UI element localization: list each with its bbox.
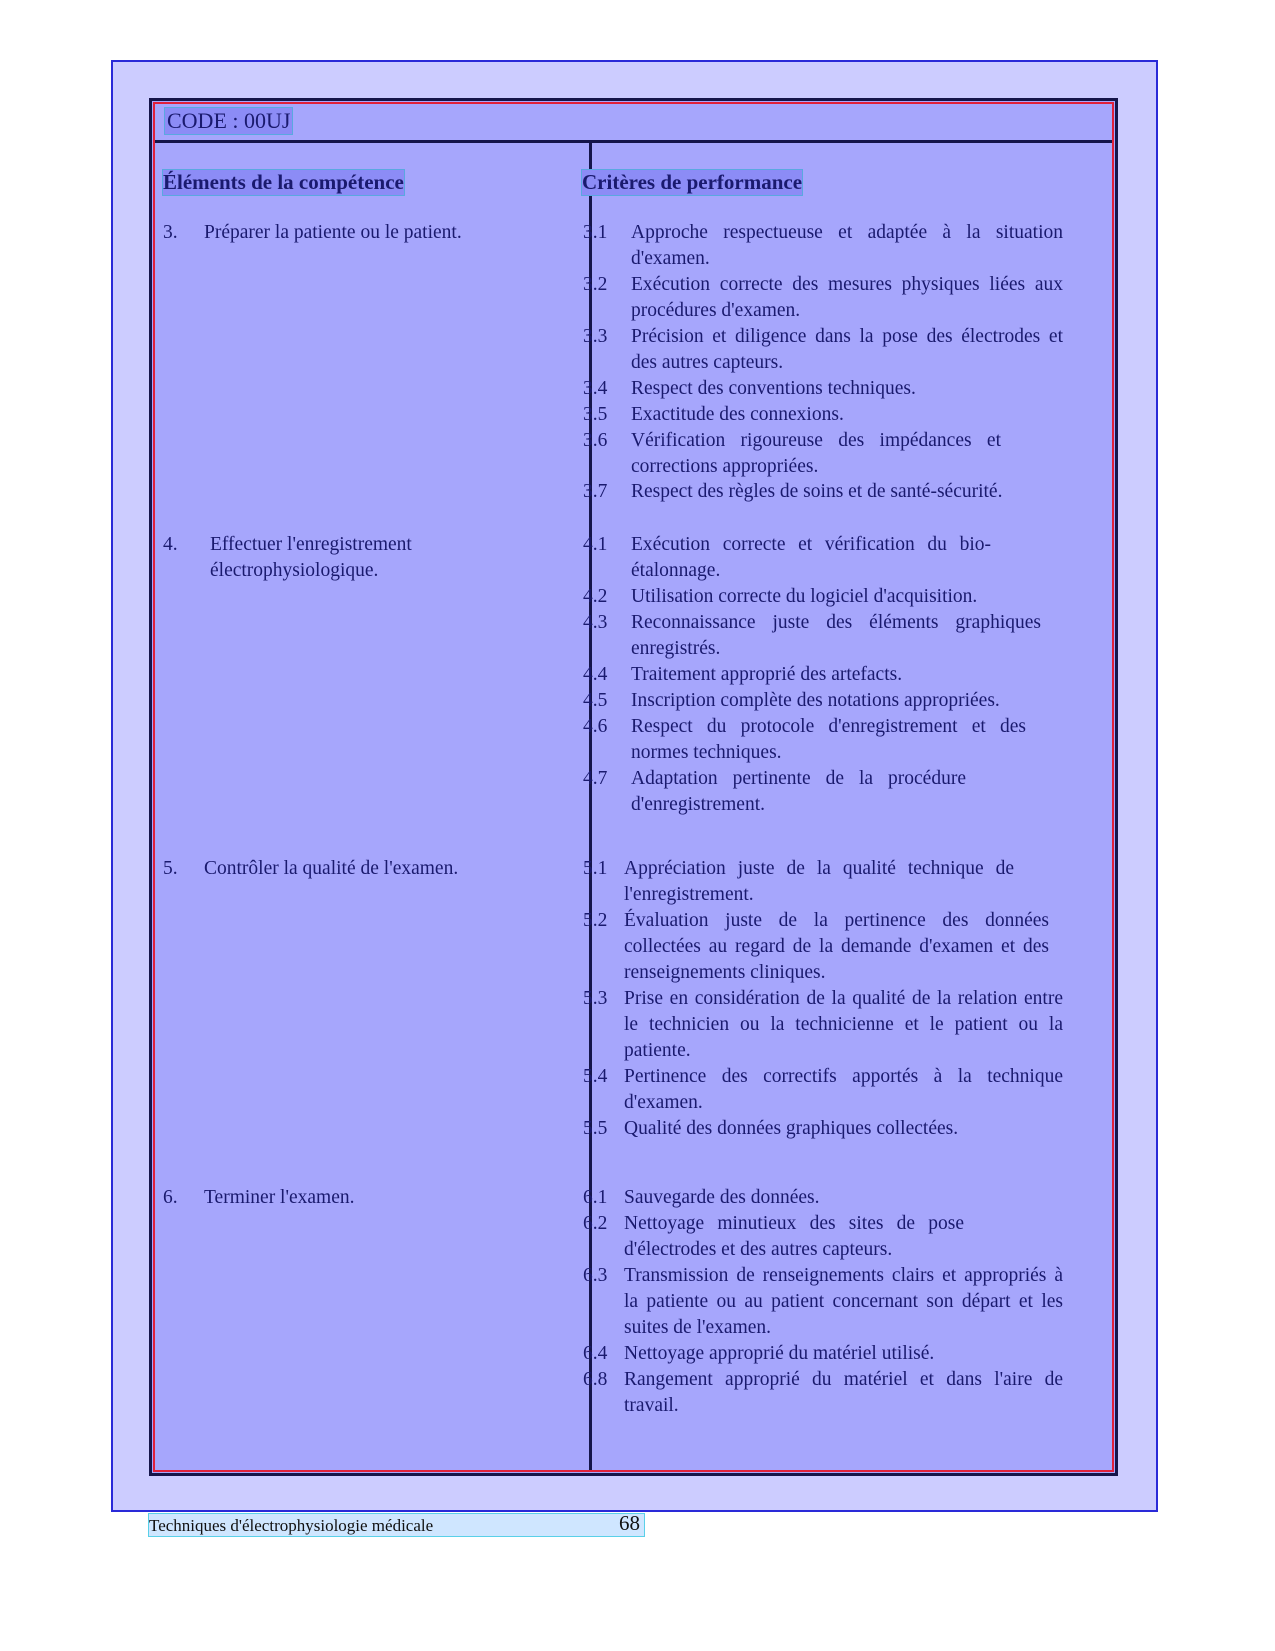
criterion-text: Évaluation juste de la pertinence des données collectées au regard de la demande d'examen et des renseignements cliniques. xyxy=(624,910,1049,983)
criterion-item xyxy=(583,856,1063,908)
criterion-text: Reconnaissance juste des éléments graphiques enregistrés. xyxy=(631,612,1041,659)
criterion-item xyxy=(583,766,1063,818)
criterion-text: Utilisation correcte du logiciel d'acquisition. xyxy=(631,586,978,607)
element-text: Effectuer l'enregistrement électrophysiologique. xyxy=(210,534,412,581)
criterion-number: 5.3 xyxy=(583,988,608,1009)
criterion-text: Précision et diligence dans la pose des électrodes et des autres capteurs. xyxy=(631,326,1063,373)
criterion-text: Prise en considération de la qualité de la relation entre le technicien ou la technicienne et le patient ou la patiente. xyxy=(624,988,1063,1061)
criterion-text: Traitement approprié des artefacts. xyxy=(631,664,903,685)
criteria-header: Critères de performance xyxy=(582,170,803,194)
criterion-item xyxy=(583,610,1063,662)
criterion-item xyxy=(583,908,1063,986)
criterion-text: Respect des conventions techniques. xyxy=(631,378,916,399)
code-row xyxy=(155,104,1112,143)
element-number: 5. xyxy=(163,858,178,879)
criterion-number: 4.5 xyxy=(583,690,608,711)
criterion-number: 4.2 xyxy=(583,586,608,607)
criterion-item xyxy=(583,428,1063,480)
criterion-number: 4.3 xyxy=(583,612,608,633)
criterion-number: 3.5 xyxy=(583,404,608,425)
criterion-number: 5.1 xyxy=(583,858,608,879)
criterion-item xyxy=(583,1185,1063,1211)
criterion-number: 6.2 xyxy=(583,1213,608,1234)
criterion-text: Pertinence des correctifs apportés à la technique d'examen. xyxy=(624,1066,1063,1113)
criterion-number: 6.8 xyxy=(583,1369,608,1390)
criterion-item xyxy=(583,324,1063,376)
criterion-text: Sauvegarde des données. xyxy=(624,1187,820,1208)
criterion-item xyxy=(583,1367,1063,1419)
page-number: 68 xyxy=(619,1511,640,1535)
criterion-text: Respect des règles de soins et de santé-sécurité. xyxy=(631,481,1003,502)
criterion-number: 4.1 xyxy=(583,534,608,555)
criterion-item xyxy=(583,220,1063,272)
element-number: 6. xyxy=(163,1187,178,1208)
criterion-text: Appréciation juste de la qualité technique de l'enregistrement. xyxy=(624,858,1014,905)
criterion-text: Approche respectueuse et adaptée à la situation d'examen. xyxy=(631,222,1063,269)
criterion-text: Respect du protocole d'enregistrement et des normes techniques. xyxy=(631,716,1026,763)
element-number: 4. xyxy=(163,534,178,555)
criterion-number: 6.3 xyxy=(583,1265,608,1286)
criterion-number: 4.7 xyxy=(583,768,608,789)
criterion-text: Exactitude des connexions. xyxy=(631,404,844,425)
criterion-number: 3.6 xyxy=(583,430,608,451)
element-item xyxy=(163,1185,593,1211)
criterion-item xyxy=(583,986,1063,1064)
criterion-number: 3.4 xyxy=(583,378,608,399)
code-label: CODE : 00UJ xyxy=(167,108,291,133)
page-footer xyxy=(149,1511,644,1536)
element-text: Contrôler la qualité de l'examen. xyxy=(204,858,459,879)
criterion-item xyxy=(583,479,1063,505)
element-item xyxy=(163,220,593,246)
criterion-text: Vérification rigoureuse des impédances et corrections appropriées. xyxy=(631,430,1001,477)
criterion-number: 6.4 xyxy=(583,1343,608,1364)
criterion-number: 3.7 xyxy=(583,481,608,502)
element-text: Terminer l'examen. xyxy=(204,1187,355,1208)
criterion-text: Transmission de renseignements clairs et appropriés à la patiente ou au patient concernant son départ et les suites de l'examen. xyxy=(624,1265,1063,1338)
criterion-number: 4.6 xyxy=(583,716,608,737)
criterion-number: 5.5 xyxy=(583,1118,608,1139)
element-item xyxy=(163,856,593,882)
criterion-text: Nettoyage approprié du matériel utilisé. xyxy=(624,1343,935,1364)
criterion-number: 4.4 xyxy=(583,664,608,685)
criterion-number: 3.2 xyxy=(583,274,608,295)
table-inner-border xyxy=(153,102,1114,1472)
criterion-item xyxy=(583,688,1063,714)
criterion-item xyxy=(583,1263,1063,1341)
criterion-item xyxy=(583,1211,1063,1263)
criterion-item xyxy=(583,272,1063,324)
criterion-number: 3.1 xyxy=(583,222,608,243)
criterion-text: Adaptation pertinente de la procédure d'enregistrement. xyxy=(631,768,966,815)
competency-table xyxy=(149,98,1118,1476)
criterion-number: 6.1 xyxy=(583,1187,608,1208)
criterion-item xyxy=(583,402,1063,428)
element-text: Préparer la patiente ou le patient. xyxy=(204,222,462,243)
criterion-number: 5.2 xyxy=(583,910,608,931)
criterion-item xyxy=(583,714,1063,766)
criterion-item xyxy=(583,1064,1063,1116)
criterion-text: Qualité des données graphiques collectées. xyxy=(624,1118,959,1139)
criterion-number: 3.3 xyxy=(583,326,608,347)
criterion-text: Nettoyage minutieux des sites de pose d'électrodes et des autres capteurs. xyxy=(624,1213,964,1260)
footer-title: Techniques d'électrophysiologie médicale xyxy=(149,1516,434,1535)
criterion-text: Inscription complète des notations appropriées. xyxy=(631,690,1000,711)
criterion-text: Exécution correcte des mesures physiques liées aux procédures d'examen. xyxy=(631,274,1063,321)
criterion-item xyxy=(583,1116,1063,1142)
elements-header: Éléments de la compétence xyxy=(163,170,404,194)
criterion-text: Rangement approprié du matériel et dans l'aire de travail. xyxy=(624,1369,1063,1416)
criterion-text: Exécution correcte et vérification du bio-étalonnage. xyxy=(631,534,991,581)
criterion-item xyxy=(583,376,1063,402)
criterion-item xyxy=(583,584,1063,610)
element-number: 3. xyxy=(163,222,178,243)
criterion-item xyxy=(583,532,1063,584)
criterion-number: 5.4 xyxy=(583,1066,608,1087)
criterion-item xyxy=(583,1341,1063,1367)
criterion-item xyxy=(583,662,1063,688)
element-item xyxy=(163,532,593,584)
